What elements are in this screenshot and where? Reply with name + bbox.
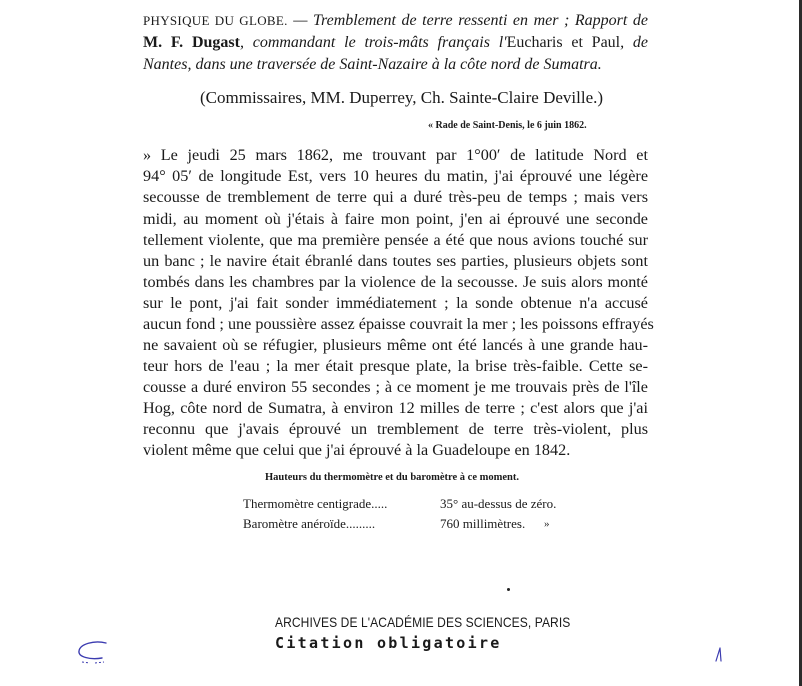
dateline: « Rade de Saint-Denis, le 6 juin 1862. — [428, 120, 587, 131]
heading-line-2-end: , de — [620, 34, 648, 51]
body-line: Hog, côte nord de Sumatra, à environ 12 milles de terre ; c'est alors que j'ai — [143, 399, 648, 417]
pen-mark-left — [76, 640, 110, 666]
archives-stamp: ARCHIVES DE L'ACADÉMIE DES SCIENCES, PARIS — [275, 614, 571, 630]
body-line: reconnu que j'avais éprouvé un tremblement de terre très-violent, plus — [143, 420, 648, 438]
body-line: 94° 05′ de longitude Est, vers 10 heures du matin, j'ai éprouvé une légère — [143, 167, 648, 185]
body-line: un banc ; le navire était ébranlé dans toutes ses parties, plusieurs objets sont — [143, 252, 648, 270]
body-line: » Le jeudi 25 mars 1862, me trouvant par 1°00′ de latitude Nord et — [143, 146, 648, 164]
heading-title: — Tremblement de terre ressenti en mer ; Rapport de — [287, 12, 649, 29]
body-line: tellement violente, que ma première pensée a été que nous avions touché sur — [143, 231, 648, 249]
barometer-value: 760 millimètres. — [440, 516, 526, 531]
section-label: PHYSIQUE DU GLOBE. — [143, 13, 288, 28]
heading-line-1 — [143, 12, 648, 30]
body-line: midi, au moment où j'étais à faire mon point, j'en ai éprouvé une seconde — [143, 210, 648, 228]
heading-line-3: Nantes, dans une traversée de Saint-Nazaire à la côte nord de Sumatra. — [143, 56, 602, 73]
thermometer-label: Thermomètre centigrade..... — [243, 496, 388, 511]
pen-mark-right — [712, 647, 726, 663]
body-line: aucun fond ; une poussière assez épaisse couvrait la mer ; les poissons effrayés — [143, 315, 654, 333]
commissaires-note: (Commissaires, MM. Duperrey, Ch. Sainte-Claire Deville.) — [200, 88, 604, 107]
citation-notice: Citation obligatoire — [275, 634, 502, 652]
thermometer-value: 35° au-dessus de zéro. — [440, 496, 557, 511]
heading-role: , commandant le trois-mâts français l' — [239, 34, 507, 51]
body-line: sur le pont, j'ai fait sonder immédiatement ; la sonde obtenue n'a accusé — [143, 294, 648, 312]
ship-name: Eucharis et Paul — [506, 34, 621, 51]
table-title: Hauteurs du thermomètre et du baromètre à ce moment. — [265, 472, 519, 483]
body-line: violent même que celui que j'ai éprouvé à la Guadeloupe en 1842. — [143, 441, 571, 459]
heading-line-2 — [143, 34, 648, 52]
body-line: secousse de tremblement de terre qui a duré très-peu de temps ; mais vers — [143, 188, 648, 206]
body-line: teur hors de l'eau ; la mer était presque plate, la brise très-faible. Cette se- — [143, 357, 648, 375]
author-name: M. F. Dugast — [143, 34, 240, 51]
body-line: cousse a duré environ 55 secondes ; à ce moment je me trouvais près de l'île — [143, 378, 648, 396]
body-line: ne savaient où se réfugier, plusieurs même ont été lancés à une grande hau- — [143, 336, 648, 354]
closing-quote-mark: » — [544, 518, 550, 530]
body-line: tombés dans les chambres par la violence de la secousse. Je suis alors monté — [143, 273, 648, 291]
stray-dot — [507, 588, 510, 591]
barometer-label: Baromètre anéroïde......... — [243, 516, 376, 531]
